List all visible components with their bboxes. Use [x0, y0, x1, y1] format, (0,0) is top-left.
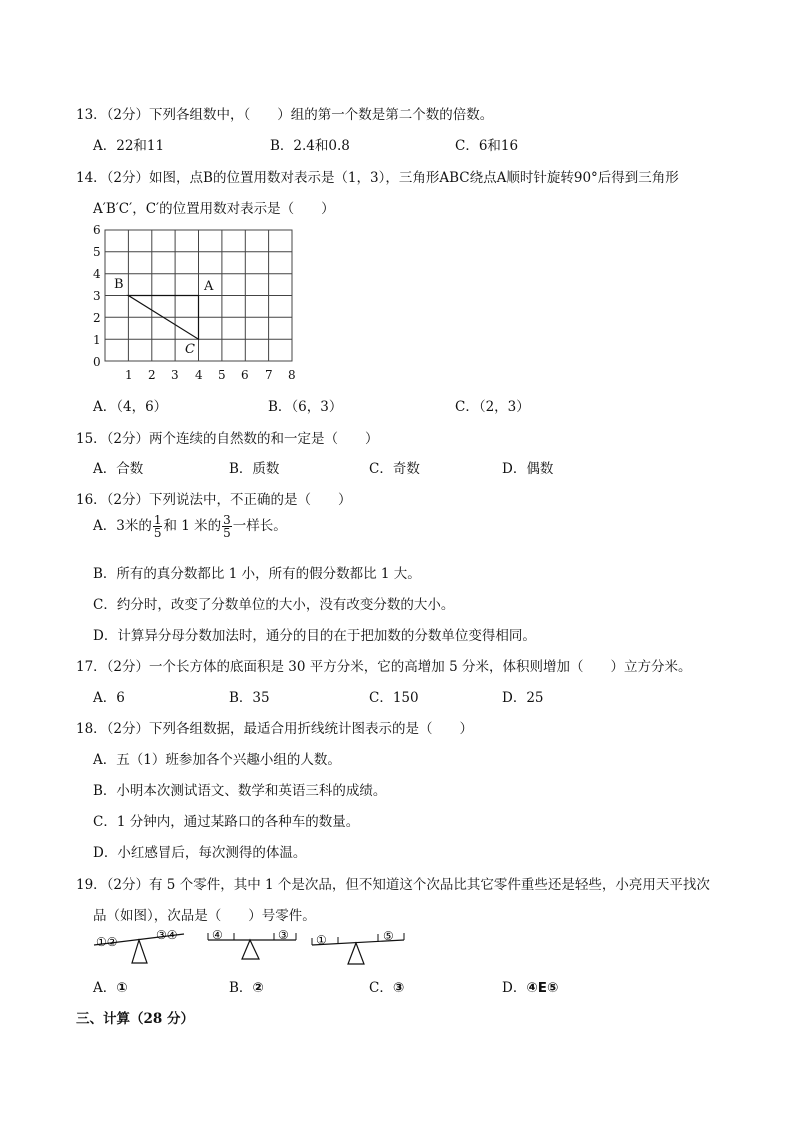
y-tick: 2: [93, 311, 101, 325]
q13-option-c[interactable]: C．6和16: [455, 138, 519, 154]
q14-stem-line2: A′B′C′，C′的位置用数对表示是（ ）: [93, 201, 335, 217]
x-tick: 4: [195, 368, 203, 382]
x-tick: 2: [148, 368, 156, 382]
q16-option-d[interactable]: D．计算异分母分数加法时，通分的目的在于把加数的分数单位变得相同。: [93, 628, 536, 644]
point-c-label: C: [185, 342, 195, 357]
y-tick: 1: [93, 333, 101, 347]
q16-a-prefix: A．3米的: [93, 518, 152, 534]
y-tick: 6: [93, 223, 101, 237]
scale1-left-items: ①②: [96, 935, 118, 949]
y-tick: 3: [93, 289, 101, 303]
q19-stem-line2: 品（如图），次品是（ ）号零件。: [93, 908, 316, 924]
balance-scale-3: [308, 928, 408, 970]
x-tick: 7: [265, 368, 273, 382]
section-3-heading: 三、计算（28 分）: [76, 1011, 194, 1027]
point-a-label: A: [204, 279, 214, 294]
q15-stem: 15．（2分）两个连续的自然数的和一定是（ ）: [76, 431, 379, 447]
q19-option-b[interactable]: B．②: [229, 980, 264, 996]
q15-option-b[interactable]: B．质数: [229, 461, 280, 477]
q13-stem: 13．（2分）下列各组数中，（ ）组的第一个数是第二个数的倍数。: [76, 107, 494, 123]
q18-option-b[interactable]: B．小明本次测试语文、数学和英语三科的成绩。: [93, 783, 387, 799]
q14-grid-figure: [88, 222, 308, 384]
q14-option-c[interactable]: C．（2，3）: [455, 399, 530, 415]
x-tick: 5: [218, 368, 226, 382]
q17-option-c[interactable]: C．150: [369, 690, 419, 706]
y-tick: 4: [93, 267, 101, 281]
q17-option-a[interactable]: A．6: [93, 690, 125, 706]
q17-option-d[interactable]: D．25: [502, 690, 544, 706]
q16-a-suffix: 一样长。: [232, 518, 287, 534]
fraction-one-fifth: $\frac{1}{5}$: [153, 513, 162, 540]
q19-option-a[interactable]: A．①: [93, 980, 128, 996]
point-b-label: B: [114, 277, 124, 292]
y-tick: 5: [93, 245, 101, 259]
x-tick: 8: [288, 368, 296, 382]
q15-option-a[interactable]: A．合数: [93, 461, 144, 477]
scale2-left-items: ④: [212, 928, 223, 942]
q18-stem: 18．（2分）下列各组数据，最适合用折线统计图表示的是（ ）: [76, 721, 474, 737]
q16-stem: 16．（2分）下列说法中，不正确的是（ ）: [76, 492, 352, 508]
q18-option-a[interactable]: A．五（1）班参加各个兴趣小组的人数。: [93, 752, 341, 768]
fraction-three-fifths: $\frac{3}{5}$: [223, 513, 231, 540]
scale1-right-items: ③④: [156, 928, 178, 942]
q13-option-b[interactable]: B．2.4和0.8: [270, 138, 350, 154]
q16-option-b[interactable]: B．所有的真分数都比 1 小，所有的假分数都比 1 大。: [93, 566, 421, 582]
q15-option-d[interactable]: D．偶数: [502, 461, 554, 477]
balance-scale-1: [90, 928, 190, 970]
q15-option-c[interactable]: C．奇数: [369, 461, 420, 477]
scale3-left-items: ①: [316, 933, 327, 947]
q14-option-a[interactable]: A．（4，6）: [93, 399, 168, 415]
scale2-right-items: ③: [278, 928, 289, 942]
q18-option-c[interactable]: C．1 分钟内，通过某路口的各种车的数量。: [93, 814, 360, 830]
q18-option-d[interactable]: D．小红感冒后，每次测得的体温。: [93, 845, 307, 861]
x-tick: 3: [171, 368, 179, 382]
x-tick: 1: [125, 368, 133, 382]
q19-option-d[interactable]: D．④E⑤: [502, 980, 559, 996]
q16-option-c[interactable]: C．约分时，改变了分数单位的大小，没有改变分数的大小。: [93, 597, 455, 613]
q16-a-middle: 和 1 米的: [163, 518, 222, 534]
y-tick: 0: [93, 355, 101, 369]
q14-option-b[interactable]: B．（6，3）: [268, 399, 343, 415]
q16-option-a[interactable]: [93, 514, 287, 539]
x-tick: 6: [241, 368, 249, 382]
q13-option-a[interactable]: A．22和11: [93, 138, 165, 154]
q14-stem-line1: 14．（2分）如图，点B的位置用数对表示是（1，3），三角形ABC绕点A顺时针旋转90°后得到三角形: [76, 170, 679, 186]
balance-scale-2: [204, 926, 300, 968]
q19-stem-line1: 19．（2分）有 5 个零件，其中 1 个是次品，但不知道这个次品比其它零件重些还是轻些，小亮用天平找次: [76, 877, 710, 893]
scale3-right-items: ⑤: [383, 929, 394, 943]
q19-option-c[interactable]: C．③: [369, 980, 405, 996]
q17-option-b[interactable]: B．35: [229, 690, 270, 706]
q17-stem: 17．（2分）一个长方体的底面积是 30 平方分米，它的高增加 5 分米，体积则增加（ ）立方分米。: [76, 659, 692, 675]
